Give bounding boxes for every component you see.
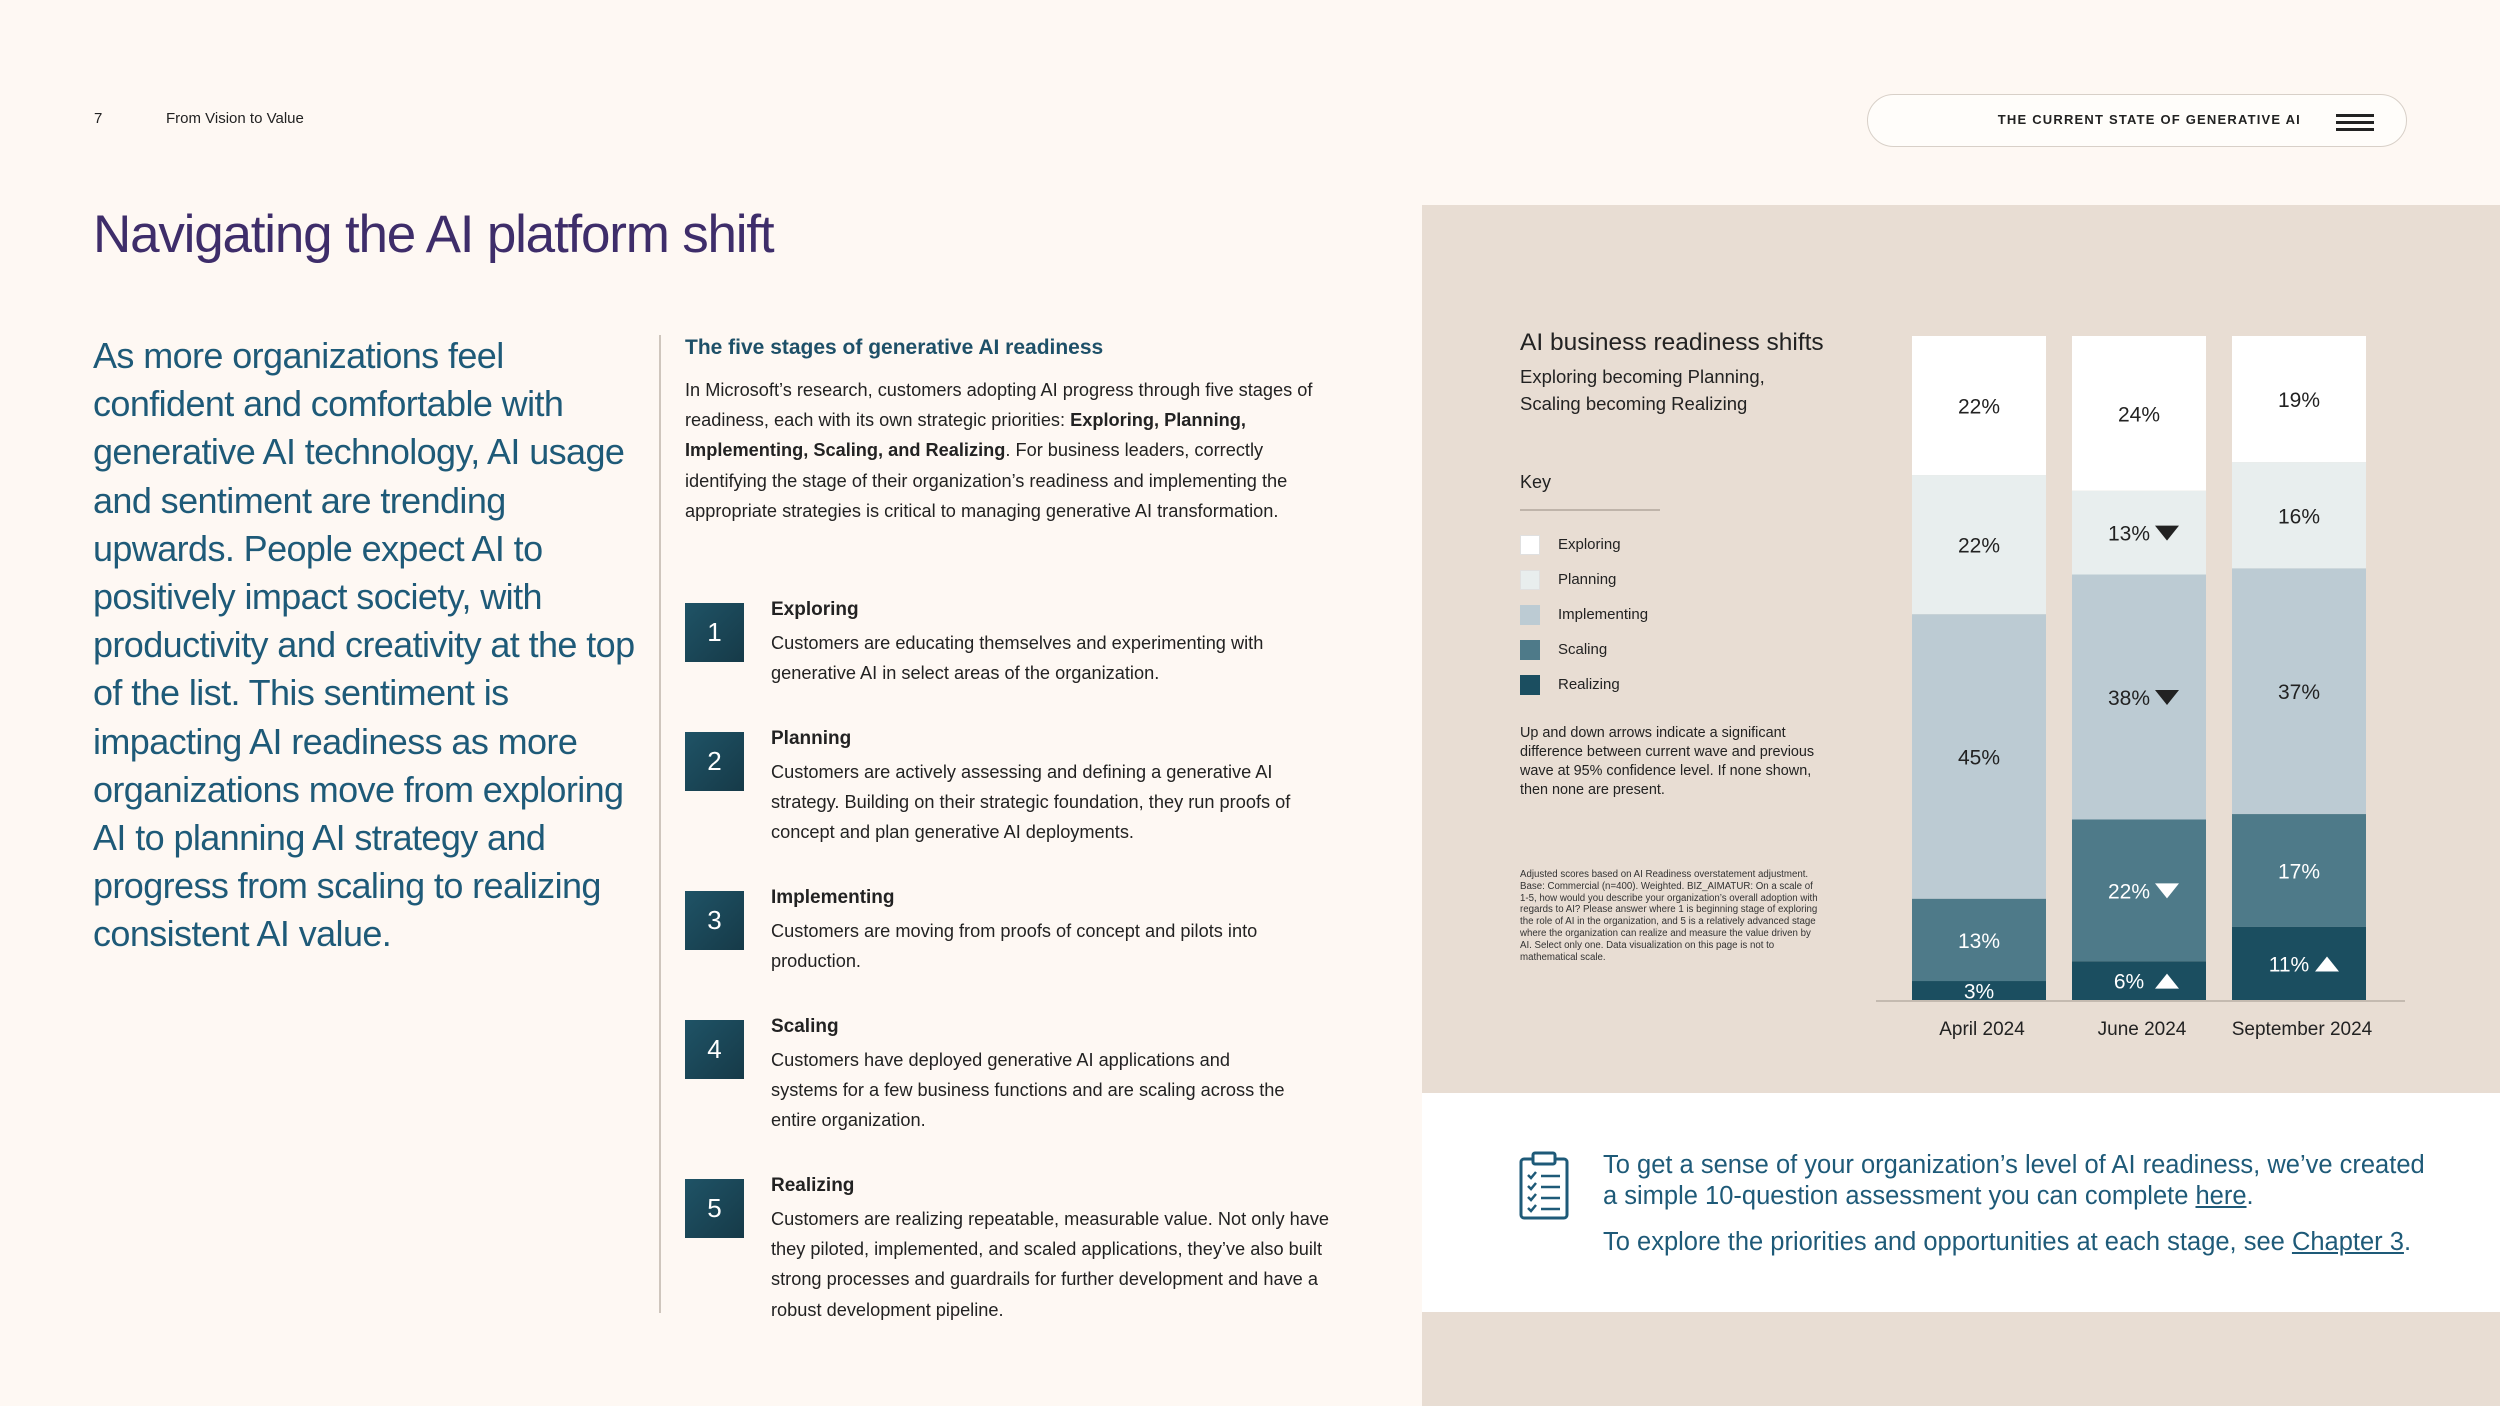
stage-number-badge: 5 [685, 1179, 744, 1238]
data-label: 22% [1957, 534, 2001, 558]
stage-description: Customers are actively assessing and defining a generative AI strategy. Building on their strategic foundation, they run proofs of concept and plan generative AI deployments. [771, 762, 1291, 843]
data-label: 13% [1957, 929, 2001, 953]
legend-item-exploring [1520, 527, 1648, 562]
column-divider [659, 335, 661, 1313]
cta-assessment-end: . [2246, 1182, 2254, 1210]
legend-label: Scaling [1558, 641, 1608, 658]
page-number: 7 [94, 110, 103, 127]
stage-description: Customers are realizing repeatable, measurable value. Not only have they piloted, implemented, and scaled applications, they’ve also built strong processes and guardrails for further development and have a robust development pipeline. [771, 1209, 1330, 1320]
stage-name: Scaling [771, 1016, 839, 1037]
cta-chapter-lead: To explore the priorities and opportunities at each stage, see [1603, 1228, 2292, 1256]
cta-chapter-end: . [2403, 1228, 2412, 1256]
cta-chapter-text [1603, 1227, 2411, 1258]
legend-swatch [1520, 675, 1540, 695]
chart-subtitle: Exploring becoming Planning, Scaling becoming Realizing [1520, 366, 1765, 414]
cta-assessment-lead: To get a sense of your organization’s level of AI readiness, we’ve created a simple 10-question assessment you can complete [1603, 1151, 2425, 1210]
legend-label: Planning [1558, 571, 1617, 588]
x-tick-label: April 2024 [1939, 1019, 2025, 1040]
stage-number-badge: 3 [685, 891, 744, 950]
legend-label: Implementing [1558, 606, 1649, 623]
data-label: 3% [1963, 980, 1995, 1004]
document-title-label: THE CURRENT STATE OF GENERATIVE AI [1997, 112, 2301, 127]
legend-item-scaling [1520, 632, 1648, 667]
stacked-bar-chart [1850, 320, 2410, 1050]
assessment-link[interactable]: here [2195, 1182, 2247, 1210]
data-label: 22% [2107, 880, 2151, 904]
stage-description: Customers are educating themselves and experimenting with generative AI in select areas of the organization. [771, 633, 1264, 684]
legend-swatch [1520, 570, 1540, 590]
stages-intro-text: In Microsoft’s research, customers adopting AI progress through five stages of readiness, each with its own strategic priorities: [685, 380, 1313, 431]
stage-name: Implementing [771, 887, 895, 908]
data-label: 37% [2277, 681, 2321, 705]
stage-description: Customers have deployed generative AI applications and systems for a few business functions and are scaling across the entire organization. [771, 1050, 1285, 1131]
legend-item-planning [1520, 562, 1648, 597]
legend-divider [1520, 509, 1660, 511]
cta-assessment-text [1603, 1150, 2433, 1212]
stage-description: Customers are moving from proofs of concept and pilots into production. [771, 921, 1258, 972]
section-title: From Vision to Value [166, 110, 304, 127]
legend-label: Realizing [1558, 676, 1620, 693]
legend-swatch [1520, 640, 1540, 660]
legend-swatch [1520, 605, 1540, 625]
bottom-band [1422, 1312, 2500, 1406]
legend-label: Exploring [1558, 536, 1621, 553]
x-tick-label: June 2024 [2097, 1019, 2187, 1040]
clipboard-checklist-icon [1518, 1151, 1570, 1221]
stages-heading: The five stages of generative AI readiness [685, 336, 1104, 359]
data-label: 45% [1957, 746, 2001, 770]
document-nav-pill[interactable] [1867, 94, 2407, 147]
data-label: 24% [2117, 403, 2161, 427]
page-title: Navigating the AI platform shift [93, 205, 774, 264]
legend-swatch [1520, 535, 1540, 555]
data-label: 13% [2107, 522, 2151, 546]
data-label: 6% [2113, 970, 2145, 994]
menu-icon[interactable] [2336, 110, 2374, 134]
stages-intro-bold: Exploring, Planning, Implementing, Scaling, and Realizing [685, 410, 1246, 461]
legend-item-implementing [1520, 597, 1648, 632]
intro-paragraph: As more organizations feel confident and comfortable with generative AI technology, AI usage and sentiment are trending upwards. People expect AI to positively impact society, with productivity and creativity at the top of the list. This sentiment is impacting AI readiness as more organizations move from exploring AI to planning AI strategy and progress from scaling to realizing consistent AI value. [93, 335, 635, 955]
chart-legend [1520, 527, 1648, 702]
stages-intro-rest: . For business leaders, correctly identifying the stage of their organization’s readiness and implementing the appropriate strategies is critical to managing generative AI transformation. [685, 440, 1288, 521]
legend-item-realizing [1520, 667, 1648, 702]
stage-number-badge: 2 [685, 732, 744, 791]
stage-name: Exploring [771, 599, 859, 620]
data-label: 22% [1957, 395, 2001, 419]
legend-title: Key [1520, 472, 1552, 492]
chart-title: AI business readiness shifts [1520, 329, 1824, 356]
x-tick-label: September 2024 [2231, 1019, 2373, 1040]
data-label: 11% [2268, 953, 2310, 977]
stages-intro [685, 375, 1325, 526]
stage-name: Realizing [771, 1175, 855, 1196]
stage-number-badge: 4 [685, 1020, 744, 1079]
stage-name: Planning [771, 728, 852, 749]
chapter-3-link[interactable]: Chapter 3 [2291, 1228, 2404, 1256]
data-label: 19% [2277, 389, 2321, 413]
stage-number-badge: 1 [685, 603, 744, 662]
methodology-footnote: Adjusted scores based on AI Readiness overstatement adjustment. Base: Commercial (n=400). Weighted. BIZ_AIMATUR: On a scale of 1-5, how would you describe your organization’s overall adoption with regards to AI? Please answer where 1 is beginning stage of exploring the role of AI in the organization, and 5 is a relatively advanced stage where the organization can realize and measure the value driven by AI. Select only one. Data visualization on this page is not to mathematical scale. [1520, 869, 1818, 963]
data-label: 38% [2107, 687, 2151, 711]
significance-note: Up and down arrows indicate a significant difference between current wave and previous wave at 95% confidence level. If none shown, then none are present. [1520, 725, 1815, 798]
data-label: 17% [2277, 860, 2321, 884]
data-label: 16% [2277, 505, 2321, 529]
